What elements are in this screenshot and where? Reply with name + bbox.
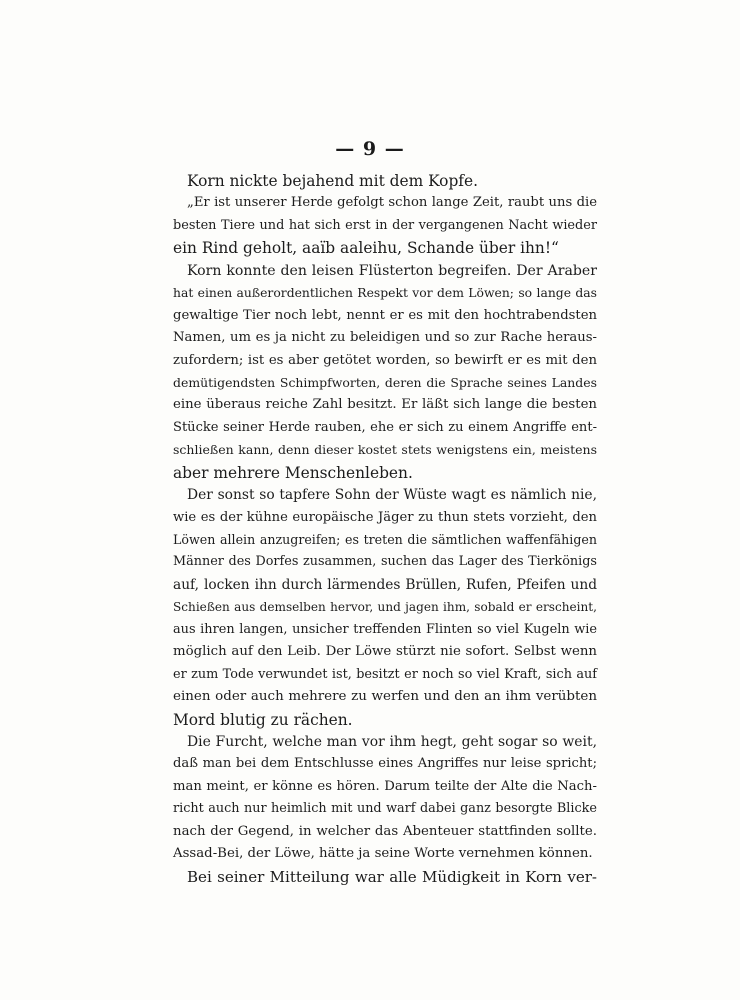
- text-line: einen oder auch mehrere zu werfen und den an ihm verübten: [173, 689, 597, 705]
- text-line: Stücke seiner Herde rauben, ehe er sich zu einem Angriffe ent-: [173, 419, 597, 435]
- text-line: Schießen aus demselben hervor, und jagen ihm, sobald er erscheint,: [173, 600, 597, 615]
- body-text: [173, 170, 597, 888]
- text-line: schließen kann, denn dieser kostet stets wenigstens ein, meistens: [173, 442, 597, 458]
- page-number: — 9 —: [335, 138, 405, 160]
- text-line: Bei seiner Mitteilung war alle Müdigkeit in Korn ver-: [187, 867, 597, 886]
- text-line: zufordern; ist es aber getötet worden, so bewirft er es mit den: [173, 352, 597, 368]
- text-line: richt auch nur heimlich mit und warf dabei ganz besorgte Blicke: [173, 801, 597, 817]
- text-line: möglich auf den Leib. Der Löwe stürzt nie sofort. Selbst wenn: [173, 644, 597, 660]
- text-line: Der sonst so tapfere Sohn der Wüste wagt es nämlich nie,: [187, 487, 597, 504]
- text-line: nach der Gegend, in welcher das Abenteuer stattfinden sollte.: [173, 823, 597, 839]
- text-line: Namen, um es ja nicht zu beleidigen und so zur Rache heraus-: [173, 330, 597, 346]
- text-line: er zum Tode verwundet ist, besitzt er noch so viel Kraft, sich auf: [173, 666, 597, 682]
- text-line: man meint, er könne es hören. Darum teilte der Alte die Nach-: [173, 778, 597, 794]
- text-line: Männer des Dorfes zusammen, suchen das Lager des Tierkönigs: [173, 554, 597, 570]
- text-line: Assad-Bei, der Löwe, hätte ja seine Worte vernehmen können.: [173, 846, 593, 862]
- text-line: besten Tiere und hat sich erst in der vergangenen Nacht wieder: [173, 217, 597, 233]
- text-line: Korn konnte den leisen Flüsterton begreifen. Der Araber: [187, 262, 597, 279]
- text-line: aber mehrere Menschenleben.: [173, 463, 413, 482]
- text-line: gewaltige Tier noch lebt, nennt er es mit den hochtrabendsten: [173, 307, 597, 323]
- text-line: „Er ist unserer Herde gefolgt schon lange Zeit, raubt uns die: [187, 195, 597, 211]
- text-line: daß man bei dem Entschlusse eines Angriffes nur leise spricht;: [173, 756, 597, 772]
- text-line: Korn nickte bejahend mit dem Kopfe.: [187, 172, 479, 190]
- text-line: wie es der kühne europäische Jäger zu thun stets vorzieht, den: [173, 509, 597, 525]
- text-line: ein Rind geholt, aaïb aaleihu, Schande über ihn!“: [173, 239, 559, 258]
- text-line: aus ihren langen, unsicher treffenden Flinten so viel Kugeln wie: [173, 621, 597, 637]
- text-line: hat einen außerordentlichen Respekt vor dem Löwen; so lange das: [173, 286, 597, 301]
- text-line: Mord blutig zu rächen.: [173, 710, 353, 729]
- text-line: Die Furcht, welche man vor ihm hegt, geht sogar so weit,: [187, 733, 597, 750]
- text-line: auf, locken ihn durch lärmendes Brüllen, Rufen, Pfeifen und: [173, 576, 597, 593]
- text-line: demütigendsten Schimpfworten, deren die Sprache seines Landes: [173, 374, 597, 390]
- text-line: Löwen allein anzugreifen; es treten die sämtlichen waffenfähigen: [173, 532, 597, 547]
- text-line: eine überaus reiche Zahl besitzt. Er läßt sich lange die besten: [173, 397, 597, 413]
